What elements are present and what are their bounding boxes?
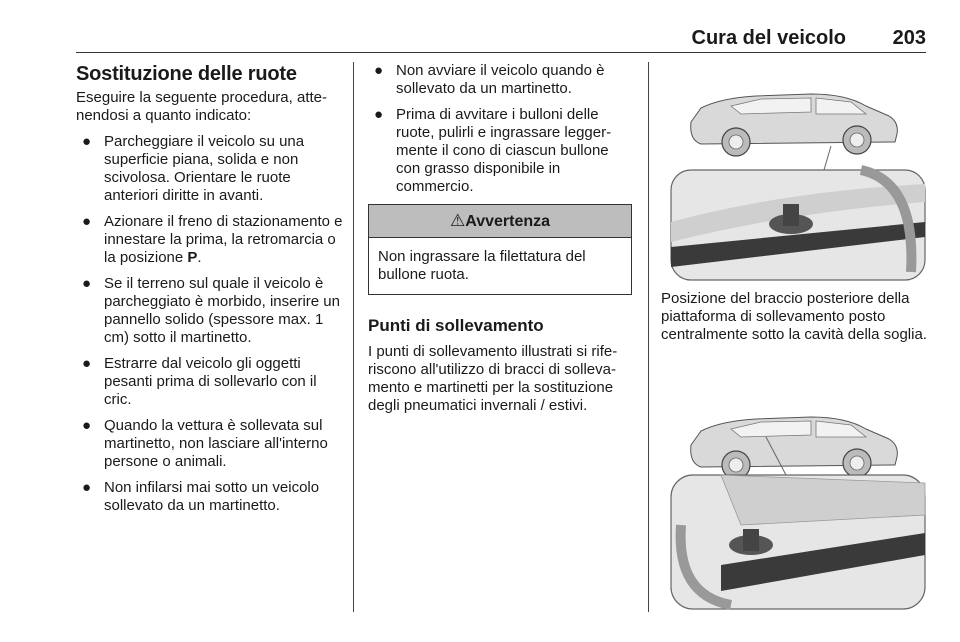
list-item <box>76 133 348 205</box>
detail-view <box>671 475 925 609</box>
figure-rear-lift-point-2 <box>661 395 929 613</box>
bullet-icon: ● <box>82 275 92 292</box>
warning-header <box>369 205 631 238</box>
section-heading: Sostituzione delle ruote <box>76 63 297 85</box>
lifting-points-heading: Punti di sollevamento <box>368 316 544 335</box>
figure-caption: Posizione del braccio posteriore della piattaforma di sollevamento posto centralmente sotto la cavità della soglia. <box>661 290 927 343</box>
list-item-text: Prima di avvitare i bulloni delle ruote, pulirli e ingrassare leggermente il cono di ciascun bullone con grasso disponibile in commercio. <box>396 106 612 195</box>
list-item <box>76 417 348 471</box>
list-item-text-end: . <box>197 249 202 266</box>
bullet-icon: ● <box>82 479 92 496</box>
list-item-text: Estrarre dal veicolo gli oggetti pesanti prima di sollevarlo con il cric. <box>104 355 317 408</box>
header-divider <box>76 52 926 53</box>
lifting-points-text: I punti di sollevamento illustrati si riferiscono all'utilizzo di bracci di sollevamento e martinetti per la sostituzione degli pneumatici invernali / estivi. <box>368 343 618 415</box>
section-title: Cura del veicolo <box>691 27 846 49</box>
list-item-text: Quando la vettura è sollevata sul martinetto, non lasciare all'interno persone o animali. <box>104 417 328 470</box>
bullet-icon: ● <box>374 106 384 123</box>
car-illustration <box>691 417 898 479</box>
figure-rear-lift-point <box>661 72 929 284</box>
procedure-list <box>76 133 348 515</box>
list-item-text: Non infilarsi mai sotto un veicolo sollevato da un martinetto. <box>104 479 320 514</box>
gear-position-label: P <box>187 249 198 266</box>
car-illustration <box>691 94 898 170</box>
list-item-text: Se il terreno sul quale il veicolo è parcheggiato è morbido, inserire un pannello solido (spessore max. 1 cm) sotto il martinetto. <box>104 275 340 346</box>
precaution-list <box>368 62 632 196</box>
column-divider-right <box>648 62 649 612</box>
intro-text: Eseguire la seguente procedura, attenendosi a quanto indicato: <box>76 89 327 124</box>
column-divider-left <box>353 62 354 612</box>
bullet-icon: ● <box>82 355 92 372</box>
list-item <box>76 355 348 409</box>
list-item <box>76 275 348 347</box>
detail-view <box>671 170 925 280</box>
column-1 <box>76 62 348 523</box>
list-item-text: Azionare il freno di stazionamento e innestare la prima, la retromarcia o la posizione <box>104 213 343 266</box>
warning-title: Avvertenza <box>465 213 551 230</box>
bullet-icon: ● <box>374 62 384 79</box>
list-item-text: Parcheggiare il veicolo su una superficie piana, solida e non scivolosa. Orientare le ruote anteriori diritte in avanti. <box>104 133 305 204</box>
page-number: 203 <box>892 27 926 49</box>
list-item <box>76 213 348 267</box>
warning-triangle-icon: ⚠ <box>449 211 466 230</box>
column-2 <box>368 62 632 423</box>
bullet-icon: ● <box>82 133 92 150</box>
list-item <box>368 106 632 196</box>
warning-text: Non ingrassare la filettatura del bullone ruota. <box>378 248 586 283</box>
list-item-text: Non avviare il veicolo quando è sollevato da un martinetto. <box>396 62 605 97</box>
list-item <box>76 479 348 515</box>
bullet-icon: ● <box>82 417 92 434</box>
bullet-icon: ● <box>82 213 92 230</box>
warning-box <box>368 204 632 295</box>
page-header <box>76 27 926 51</box>
list-item <box>368 62 632 98</box>
